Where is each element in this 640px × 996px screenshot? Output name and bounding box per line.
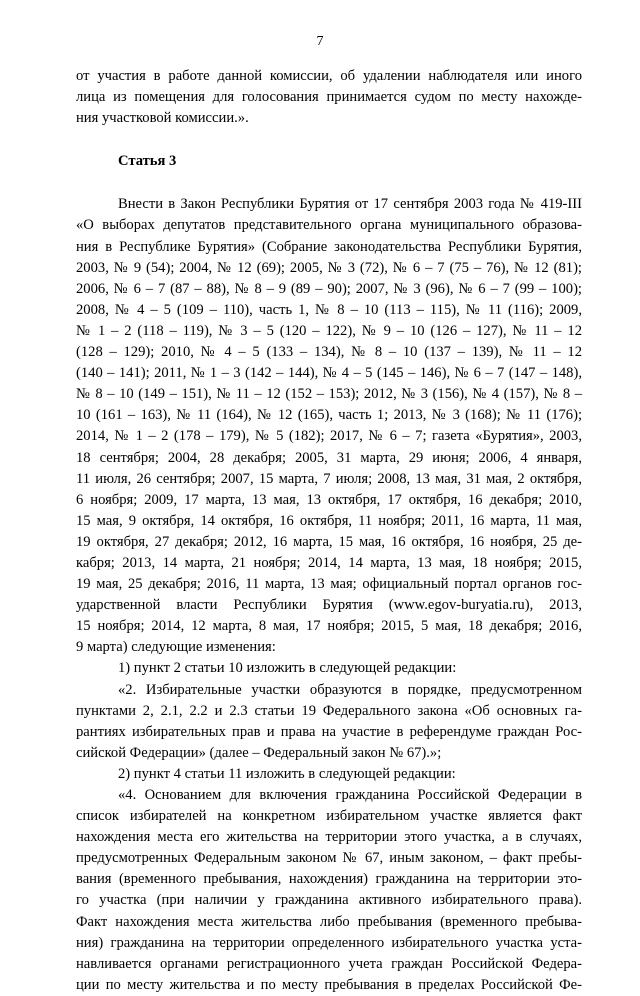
intro-line: от участия в работе данной комиссии, об удалении наблюдателя или иного xyxy=(76,68,582,84)
page-number: 7 xyxy=(316,34,324,49)
amendment-item-2 xyxy=(76,764,582,996)
amendment-item-1 xyxy=(76,658,582,763)
paragraph-line: 15 ноября; 2014, 12 марта, 8 мая, 17 ноября; 2015, 5 мая, 18 декабря; 2016, xyxy=(76,618,582,635)
item1-quote-line: рантиях избирательных прав и права на участие в референдуме граждан Рос- xyxy=(76,723,582,740)
item2-quote-line: вания (временного пребывания, нахождения) гражданина на территории это- xyxy=(76,871,582,888)
item2-quote-line: список избирателей на конкретном избирательном участке является факт xyxy=(76,808,582,825)
item1-quote-line: «2. Избирательные участки образуются в порядке, предусмотренном xyxy=(118,681,582,698)
item2-quote-line: «4. Основанием для включения гражданина Российской Федерации в xyxy=(118,787,582,803)
paragraph-line: 18 сентября; 2004, 28 декабря; 2005, 31 марта, 29 июня; 2006, 4 января, xyxy=(76,449,582,466)
item2-quote-line: навливается органами регистрационного учета граждан Российской Федера- xyxy=(76,955,582,972)
paragraph-line: № 1 – 2 (118 – 119), № 3 – 5 (120 – 122), № 9 – 10 (126 – 127), № 11 – 12 xyxy=(76,322,582,339)
paragraph-line: № 8 – 10 (149 – 151), № 11 – 12 (152 – 153); 2012, № 3 (156), № 4 (157), № 8 – xyxy=(76,386,582,403)
document-body xyxy=(76,66,582,996)
paragraph-line: 19 мая, 25 декабря; 2016, 11 марта, 13 мая; официальный портал органов гос- xyxy=(76,576,582,593)
item2-quote-line: предусмотренных Федеральным законом № 67, иным законом, – факт пребы- xyxy=(76,850,582,867)
paragraph-line: 2006, № 6 – 7 (87 – 88), № 8 – 9 (89 – 90); 2007, № 3 (96), № 6 – 7 (99 – 100); xyxy=(76,280,582,297)
item2-quote-line: ния) гражданина на территории определенного избирательного участка уста- xyxy=(76,934,582,951)
item1-label: 1) пункт 2 статьи 10 изложить в следующей редакции: xyxy=(118,660,457,677)
item2-label: 2) пункт 4 статьи 11 изложить в следующей редакции: xyxy=(118,765,456,782)
item1-quote-line: сийской Федерации» (далее – Федеральный закон № 67).»; xyxy=(76,744,442,761)
item1-quote-line: пунктами 2, 2.1, 2.2 и 2.3 статьи 19 Федерального закона «Об основных га- xyxy=(76,702,582,719)
intro-line: лица из помещения для голосования принимается судом по месту нахожде- xyxy=(76,89,582,106)
paragraph-line: 15 мая, 9 октября, 14 октября, 16 октября, 11 ноября; 2011, 16 марта, 11 мая, xyxy=(76,512,582,529)
item2-quote-line: Факт нахождения места жительства либо пребывания (временного пребыва- xyxy=(76,913,582,930)
paragraph-line: 10 (161 – 163), № 11 (164), № 12 (165), часть 1; 2013, № 3 (168); № 11 (176); xyxy=(76,407,582,424)
paragraph-line: Внести в Закон Республики Бурятия от 17 сентября 2003 года № 419-III xyxy=(118,196,582,213)
intro-line: ния участковой комиссии.». xyxy=(76,110,249,127)
paragraph-line: кабря; 2013, 14 марта, 21 ноября; 2014, 14 марта, 13 мая, 18 ноября; 2015, xyxy=(76,554,582,571)
paragraph-line: 2008, № 4 – 5 (109 – 110), часть 1, № 8 – 10 (113 – 115), № 11 (116); 2009, xyxy=(76,301,582,318)
article-heading: Статья 3 xyxy=(118,153,177,170)
paragraph-line: 9 марта) следующие изменения: xyxy=(76,639,276,656)
paragraph-line: 6 ноября; 2009, 17 марта, 13 мая, 13 октября, 17 октября, 16 декабря; 2010, xyxy=(76,491,582,508)
paragraph-line: (128 – 129); 2010, № 4 – 5 (133 – 134), № 8 – 10 (137 – 139), № 11 – 12 xyxy=(76,344,582,361)
paragraph-line: ударственной власти Республики Бурятия (www.egov-buryatia.ru), 2013, xyxy=(76,597,582,614)
intro-paragraph xyxy=(76,66,582,129)
paragraph-line: 11 июля, 26 сентября; 2007, 15 марта, 7 июля; 2008, 13 мая, 31 мая, 2 октября, xyxy=(76,470,582,487)
paragraph-line: 2014, № 1 – 2 (178 – 179), № 5 (182); 2017, № 6 – 7; газета «Бурятия», 2003, xyxy=(76,428,582,445)
paragraph-line: «О выборах депутатов представительного органа муниципального образова- xyxy=(76,217,582,234)
paragraph-line: (140 – 141); 2011, № 1 – 3 (142 – 144), № 4 – 5 (145 – 146), № 6 – 7 (147 – 148), xyxy=(76,365,582,382)
item2-quote-line: ции по месту жительства и по месту пребывания в пределах Российской Фе- xyxy=(76,976,582,993)
paragraph-line: 2003, № 9 (54); 2004, № 12 (69); 2005, № 3 (72), № 6 – 7 (75 – 76), № 12 (81); xyxy=(76,259,582,276)
item2-quote-line: нахождения места его жительства на территории этого участка, а в случаях, xyxy=(76,829,582,846)
paragraph-line: 19 октября, 27 декабря; 2012, 16 марта, 15 мая, 16 октября, 16 ноября, 25 де- xyxy=(76,533,582,550)
paragraph-line: ния в Республике Бурятия» (Собрание законодательства Республики Бурятия, xyxy=(76,238,582,255)
item2-quote-line: го участка (при наличии у гражданина активного избирательного права). xyxy=(76,892,582,909)
main-paragraph xyxy=(76,194,582,658)
